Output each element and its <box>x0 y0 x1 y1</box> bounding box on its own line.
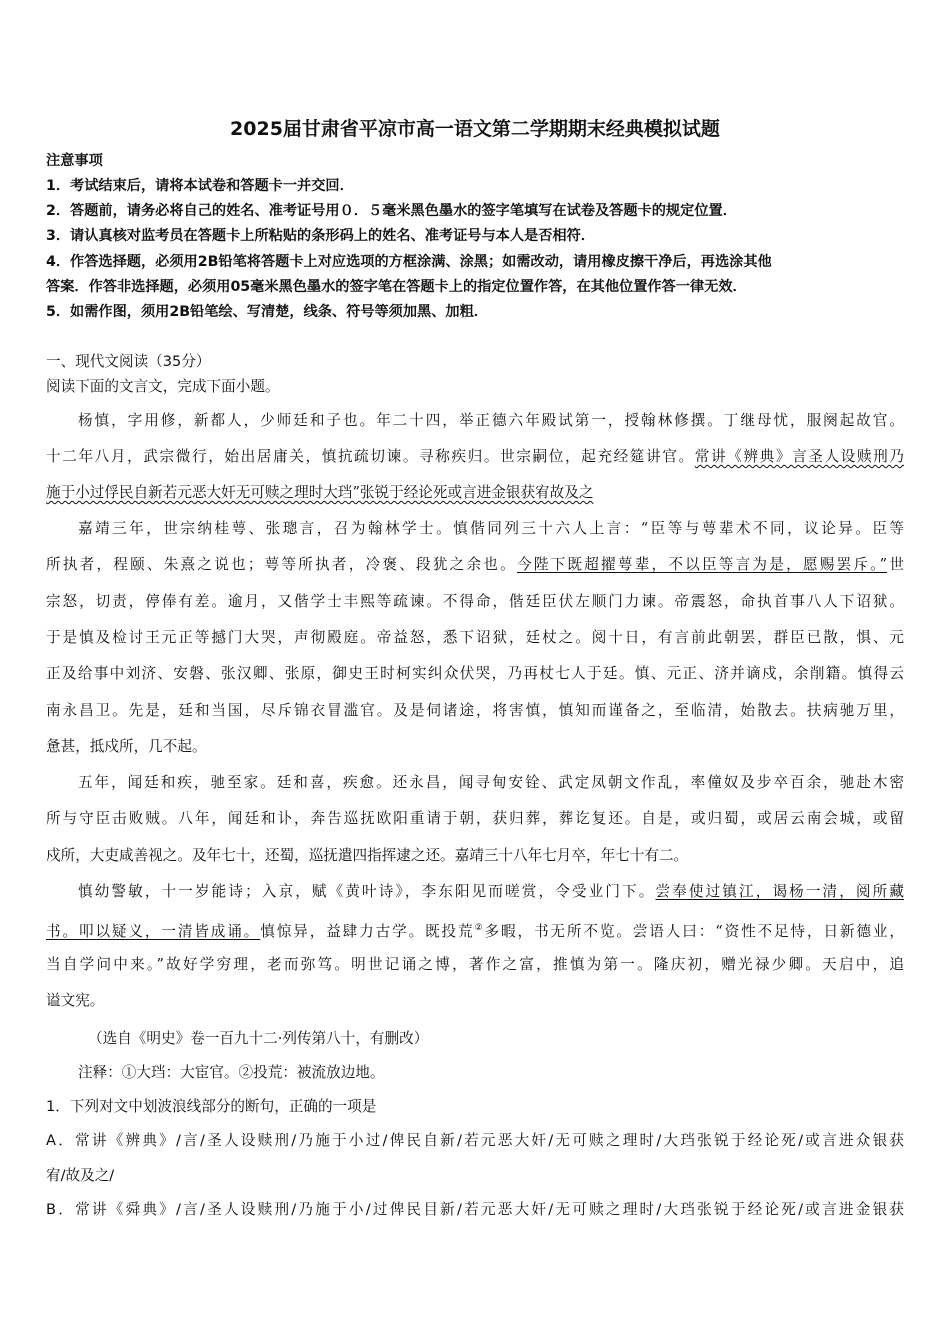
question-stem: 1．下列对文中划波浪线部分的断句，正确的一项是 <box>46 1098 377 1115</box>
notice-heading: 注意事项 <box>46 153 103 169</box>
option-b: B．常讲《舜典》/言/圣人设赎刑/乃施于小/过俾民目新/若元恶大奸/无可赎之理时/大珰张锐于经论死/或言进金银获 <box>46 1201 904 1218</box>
underlined-text: 今陛下既超擢萼辈，不以臣等言为是，愿赐罢斥。” <box>516 556 888 573</box>
passage-line: 南永昌卫。先是，廷和当国，尽斥锦衣冒滥官。及是伺诸途，将害慎，慎知而谨备之，至临清，始散去。扶病驰万里， <box>46 702 904 719</box>
underlined-text: 尝奉使过镇江，谒杨一清，阅所藏 <box>655 883 904 900</box>
passage-note: 注释：①大珰：大宦官。②投荒：被流放边地。 <box>78 1064 385 1081</box>
notice-item: 2．答题前，请务必将自己的姓名、准考证号用０．５毫米黑色墨水的签字笔填写在试卷及答题卡的规定位置． <box>46 203 737 219</box>
wavy-underlined-text: 常讲《辨典》言圣人设赎刑乃 <box>694 448 904 465</box>
passage-text: 慎惊异，益肆力古学。既投荒 <box>260 922 475 940</box>
passage-line: 所与守臣击败贼。八年，闻廷和讣，奔告巡抚欧阳重请于朝，获归葬，葬讫复还。自是，或归蜀，或居云南会城，或留 <box>46 810 904 827</box>
wavy-underlined-text: 施于小过俘民自新若元恶大奸无可赎之理时大珰”张锐于经论死或言进金银获宥故及之 <box>46 484 594 501</box>
page-title: 2025届甘肃省平凉市高一语文第二学期期末经典模拟试题 <box>230 118 720 140</box>
passage-text: 所执者，程颐、朱熹之说也；萼等所执者，冷褒、段犹之余也。 <box>46 556 517 573</box>
section-heading: 一、现代文阅读（35分） <box>46 353 211 370</box>
notice-item: 答案．作答非选择题，必须用05毫米黑色墨水的签字笔在答题卡上的指定位置作答，在其他位置作答一律无效． <box>46 279 747 295</box>
notice-item: 1．考试结束后，请将本试卷和答题卡一并交回． <box>46 178 354 194</box>
passage-line <box>46 882 904 902</box>
passage-text: 十二年八月，武宗微行，始出居庸关，慎抗疏切谏。寻称疾归。世宗嗣位，起充经筵讲官。 <box>46 448 695 465</box>
passage-line <box>46 483 904 503</box>
passage-line <box>46 447 904 467</box>
footnote-marker: ② <box>474 923 485 933</box>
underlined-text: 书。叩以疑义，一清皆成诵。 <box>46 922 261 940</box>
notice-item: 3．请认真核对监考员在答题卡上所粘贴的条形码上的姓名、准考证号与本人是否相符． <box>46 228 595 244</box>
option-a: A．常讲《辨典》/言/圣人设赎刑/乃施于小过/俾民自新/若元恶大奸/无可赎之理时/大珰张锐于经论死/或言进众银获 <box>46 1132 904 1149</box>
passage-line: 谥文宪。 <box>46 992 105 1009</box>
passage-line: 正及给事中刘济、安磐、张汉卿、张原，御史王时柯实纠众伏哭，乃再杖七人于廷。慎、元正、济并谪戍，余削籍。慎得云 <box>46 665 904 682</box>
passage-line <box>46 555 904 575</box>
passage-line <box>46 918 904 942</box>
section-instruction: 阅读下面的文言文，完成下面小题。 <box>46 378 280 395</box>
passage-line: 当自学问中来。”故好学穷理，老而弥笃。明世记诵之博，著作之富，推慎为第一。隆庆初，赠光禄少卿。天启中，追 <box>46 956 904 973</box>
option-a-continued: 宥/故及之/ <box>46 1167 115 1184</box>
notice-item: 5．如需作图，须用2B铅笔绘、写清楚，线条、符号等须加黑、加粗． <box>46 304 488 320</box>
passage-line: 嘉靖三年，世宗纳桂萼、张璁言，召为翰林学士。慎偕同列三十六人上言：“臣等与萼辈术不同，议论异。臣等 <box>78 520 904 537</box>
passage-line: 惫甚，抵戍所，几不起。 <box>46 738 207 755</box>
passage-text: 慎幼警敏，十一岁能诗；入京，赋《黄叶诗》，李东阳见而嗟赏，令受业门下。 <box>78 883 656 900</box>
passage-line: 宗怒，切责，停俸有差。逾月，又偕学士丰熙等疏谏。不得命，偕廷臣伏左顺门力谏。帝震怒，命执首事八人下诏狱。 <box>46 593 904 610</box>
notice-item: 4．作答选择题，必须用2B铅笔将答题卡上对应选项的方框涂满、涂黑；如需改动，请用橡皮擦干净后，再选涂其他 <box>46 254 772 270</box>
passage-line: 戍所，大吏咸善视之。及年七十，还蜀，巡抚遣四指挥逮之还。嘉靖三十八年七月卒，年七十有二。 <box>46 847 689 864</box>
passage-line: 五年，闻廷和疾，驰至家。廷和喜，疾愈。还永昌，闻寻甸安铨、武定凤朝文作乱，率僮奴及步卒百余，驰赴木密 <box>78 774 904 791</box>
passage-source: （选自《明史》卷一百九十二·列传第八十，有删改） <box>88 1030 429 1047</box>
passage-line: 杨慎，字用修，新都人，少师廷和子也。年二十四，举正德六年殿试第一，授翰林修撰。丁继母忧，服阕起故官。 <box>78 412 904 429</box>
passage-line: 于是慎及检讨王元正等撼门大哭，声彻殿庭。帝益怒，悉下诏狱，廷杖之。阅十日，有言前此朝罢，群臣已散，惧、元 <box>46 629 904 646</box>
passage-text: 世 <box>887 556 904 573</box>
passage-text: 多暇，书无所不览。尝语人曰：“资性不足恃，日新德业， <box>484 922 904 940</box>
